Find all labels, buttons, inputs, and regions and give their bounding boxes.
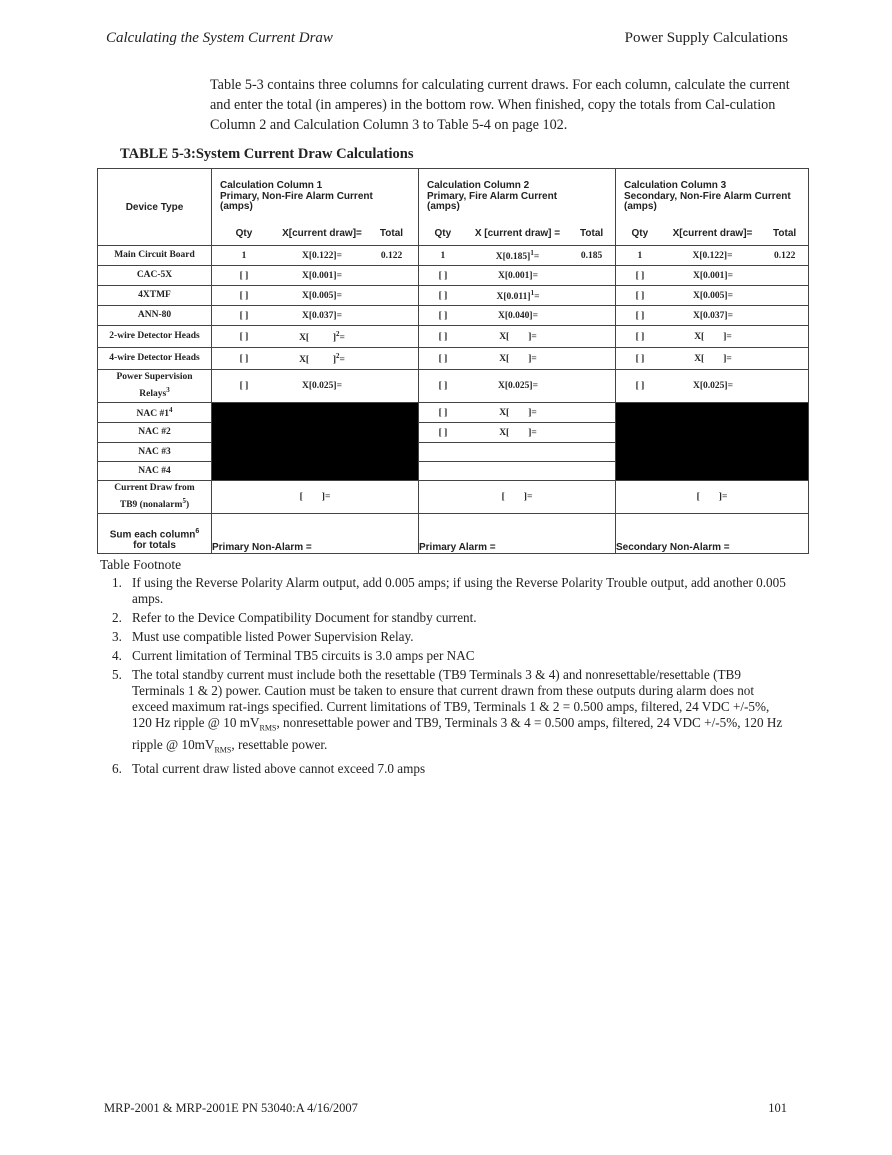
footnote-item: 1. If using the Reverse Polarity Alarm output, add 0.005 amps; if using the Reverse Polarity Trouble output, add another 0.005 amps. [112, 575, 786, 606]
column-3-cell [616, 286, 809, 306]
draw-field[interactable]: X[ ]= [499, 427, 537, 438]
table-caption: TABLE 5-3:System Current Draw Calculations [120, 146, 414, 162]
column-1-cell [212, 246, 419, 266]
column-3-subheaders [616, 228, 808, 239]
qty-field[interactable]: [ ] [438, 310, 448, 321]
footnote-item: 2. Refer to the Device Compatibility Document for standby current. [112, 610, 477, 625]
column-1-cell [212, 306, 419, 326]
footnote-item: 4. Current limitation of Terminal TB5 circuits is 3.0 amps per NAC [112, 648, 475, 663]
table-row [98, 326, 809, 348]
qty-field[interactable]: [ ] [635, 381, 645, 391]
total-header: Total [379, 227, 404, 239]
draw-value: X[0.025]= [693, 381, 733, 391]
column-3-cell [616, 481, 809, 514]
table-row [98, 481, 809, 514]
footnote-list [112, 575, 792, 780]
column-1-subtitle: Primary, Non-Fire Alarm Current [220, 190, 373, 202]
qty-field[interactable]: [ ] [239, 270, 249, 281]
column-2-cell [419, 286, 616, 306]
row-label: 4XTMF [98, 286, 212, 306]
row-label: CAC-5X [98, 266, 212, 286]
qty-field[interactable]: [ ] [635, 290, 645, 301]
total-value: 0.122 [773, 250, 796, 261]
sum-row [98, 514, 809, 554]
footnote-item: 5. The total standby current must include both the resettable (TB9 Terminals 3 & 4) and nonresettable/resettable (TB9 Terminals 1 & 2) power. Caution must be taken to ensure that current drawn from these outputs during alarm does not exceed maximum rat-ings specified. Current limitations of TB9, Terminals 1 & 2 = 0.500 amps, filtered, 24 VDC +/-5%, 120 Hz ripple @ 10 $mV_{RMS}$, nonresettable power and TB9, Terminals 3 & 4 = 0.500 amps, filtered, 24 VDC +/-5%, 120 Hz ripple @ $10mV_{RMS}$, resettable power. [112, 667, 783, 755]
draw-value: $X[0.185]^1=$ [495, 248, 540, 263]
column-1-cell [212, 481, 419, 514]
current-draw-header: X[current draw]= [672, 227, 753, 239]
qty-field[interactable]: [ ] [239, 381, 249, 391]
tb9-field[interactable]: [ ]= [696, 492, 728, 502]
column-2-cell [419, 326, 616, 348]
tb9-field[interactable]: [ ]= [501, 492, 533, 502]
draw-field[interactable]: X[ ]= [694, 353, 732, 364]
column-1-cell [212, 286, 419, 306]
column-3-cell [616, 306, 809, 326]
column-3-header-cell [616, 169, 809, 246]
row-label: Current Draw from TB9 (nonalarm$^5$) [98, 481, 212, 514]
row-label: NAC #4 [98, 462, 212, 481]
qty-field[interactable]: [ ] [438, 353, 448, 364]
running-header-title: Calculating the System Current Draw [106, 30, 333, 46]
column-1-cell [212, 370, 419, 403]
qty-field[interactable]: [ ] [438, 381, 448, 391]
current-draw-header: X [current draw] = [474, 227, 561, 239]
device-type-header-cell [98, 169, 212, 246]
total-header: Total [773, 227, 797, 239]
footer-document-id: MRP-2001 & MRP-2001E PN 53040:A 4/16/2007 [104, 1101, 358, 1115]
draw-value: X[0.037]= [693, 310, 733, 321]
column-1-header-cell [212, 169, 419, 246]
column-2-cell [419, 423, 616, 443]
table-row [98, 286, 809, 306]
draw-value: X[0.001]= [302, 270, 342, 281]
footnote-title: Table Footnote [100, 557, 182, 572]
qty-field[interactable]: [ ] [438, 290, 448, 301]
footnote-item: 3. Must use compatible listed Power Supervision Relay. [112, 629, 414, 644]
column-1-cell [212, 348, 419, 370]
row-label: NAC #3 [98, 443, 212, 462]
column-2-cell [419, 306, 616, 326]
draw-value: X[0.037]= [302, 310, 342, 321]
column-3-header [616, 169, 808, 213]
column-2-cell [419, 462, 616, 481]
draw-value: X[0.005]= [302, 290, 342, 301]
qty-field[interactable]: [ ] [635, 331, 645, 342]
draw-value: X[0.025]= [498, 381, 538, 391]
column-2-cell [419, 370, 616, 403]
secondary-non-alarm-total: Secondary Non-Alarm = [616, 514, 809, 554]
column-2-units: (amps) [427, 201, 460, 212]
footnote-item: 6. Total current draw listed above cannot exceed 7.0 amps [112, 761, 426, 777]
intro-paragraph: Table 5-3 contains three columns for calculating current draws. For each column, calculate the current and enter the total (in amperes) in the bottom row. When finished, copy the totals from Cal-culation Column 2 and Calculation Column 3 to Table 5-4 on page 102. [210, 77, 790, 133]
column-2-subheaders [419, 228, 615, 239]
draw-field[interactable]: X[ ]$^2$= [299, 329, 345, 344]
draw-value: X[0.025]= [302, 381, 342, 391]
draw-value: X[0.040]= [498, 310, 538, 321]
qty-value: 1 [241, 250, 247, 261]
draw-value: X[0.122]= [302, 250, 342, 261]
column-2-header [419, 169, 615, 213]
qty-value: 1 [440, 250, 446, 261]
qty-field[interactable]: [ ] [239, 353, 249, 364]
qty-field[interactable]: [ ] [239, 290, 249, 301]
column-1-header [212, 169, 418, 213]
qty-field[interactable]: [ ] [438, 270, 448, 281]
column-1-units: (amps) [220, 201, 253, 212]
table-row [98, 348, 809, 370]
draw-value: X[0.122]= [692, 250, 733, 261]
column-2-subtitle: Primary, Fire Alarm Current [427, 190, 558, 202]
column-2-cell [419, 403, 616, 423]
column-3-cell [616, 266, 809, 286]
table-row [98, 370, 809, 403]
qty-field[interactable]: [ ] [635, 353, 645, 364]
row-label: NAC $\#1^4$ [98, 403, 212, 423]
sum-label: Sum each column$^6$ for totals [98, 514, 212, 554]
row-label: Power Supervision Relays$^3$ [98, 370, 212, 403]
qty-field[interactable]: [ ] [438, 427, 448, 438]
column-3-cell [616, 370, 809, 403]
primary-non-alarm-total: Primary Non-Alarm = [212, 514, 419, 554]
row-label: NAC #2 [98, 423, 212, 443]
qty-field[interactable]: [ ] [239, 331, 249, 342]
qty-value: 1 [637, 250, 643, 261]
qty-field[interactable]: [ ] [438, 331, 448, 342]
total-header: Total [580, 227, 604, 239]
column-2-cell [419, 481, 616, 514]
qty-field[interactable]: [ ] [438, 407, 448, 418]
qty-header: Qty [235, 227, 253, 239]
row-label: 2-wire Detector Heads [98, 326, 212, 348]
draw-field[interactable]: X[ ]= [694, 331, 732, 342]
blocked-cell [616, 403, 809, 481]
column-1-title: Calculation Column 1 [220, 180, 323, 191]
qty-field[interactable]: [ ] [635, 270, 645, 281]
draw-field[interactable]: X[ ]= [499, 407, 537, 418]
table-row [98, 246, 809, 266]
draw-value: X[0.001]= [498, 270, 538, 281]
column-3-cell [616, 326, 809, 348]
column-3-title: Calculation Column 3 [624, 180, 727, 191]
column-3-subtitle: Secondary, Non-Fire Alarm Current [624, 190, 791, 202]
table-row [98, 403, 809, 423]
row-label: 4-wire Detector Heads [98, 348, 212, 370]
blocked-cell [212, 403, 419, 481]
primary-alarm-total: Primary Alarm = [419, 514, 616, 554]
draw-value: X[0.001]= [693, 270, 733, 281]
draw-field[interactable]: X[ ]= [499, 353, 537, 364]
column-2-cell [419, 443, 616, 462]
column-3-units: (amps) [624, 201, 657, 212]
draw-value: X[0.005]= [693, 290, 733, 301]
table-header-row [98, 169, 809, 246]
qty-header: Qty [434, 227, 452, 239]
total-value: 0.122 [380, 250, 403, 261]
page-number: 101 [768, 1101, 787, 1115]
current-draw-table [97, 168, 809, 554]
current-draw-header: X[current draw]= [282, 227, 362, 239]
qty-field[interactable]: [ ] [635, 310, 645, 321]
row-label: ANN-80 [98, 306, 212, 326]
column-2-cell [419, 266, 616, 286]
draw-value: $X[0.011]^1=$ [496, 288, 540, 303]
row-label: Main Circuit Board [98, 246, 212, 266]
column-3-cell [616, 246, 809, 266]
column-3-cell [616, 348, 809, 370]
column-1-subheaders [212, 228, 418, 239]
draw-field[interactable]: X[ ]= [499, 331, 537, 342]
qty-header: Qty [631, 227, 649, 239]
column-2-title: Calculation Column 2 [427, 180, 530, 191]
draw-field[interactable]: X[ ]$^2$= [299, 351, 345, 366]
table-row [98, 266, 809, 286]
total-value: 0.185 [580, 250, 603, 261]
column-1-cell [212, 326, 419, 348]
column-1-cell [212, 266, 419, 286]
device-type-header: Device Type [125, 202, 184, 213]
column-2-cell [419, 246, 616, 266]
table-row [98, 306, 809, 326]
column-2-header-cell [419, 169, 616, 246]
tb9-field[interactable]: [ ]= [299, 492, 331, 502]
column-2-cell [419, 348, 616, 370]
qty-field[interactable]: [ ] [239, 310, 249, 321]
running-header-section: Power Supply Calculations [624, 30, 788, 46]
